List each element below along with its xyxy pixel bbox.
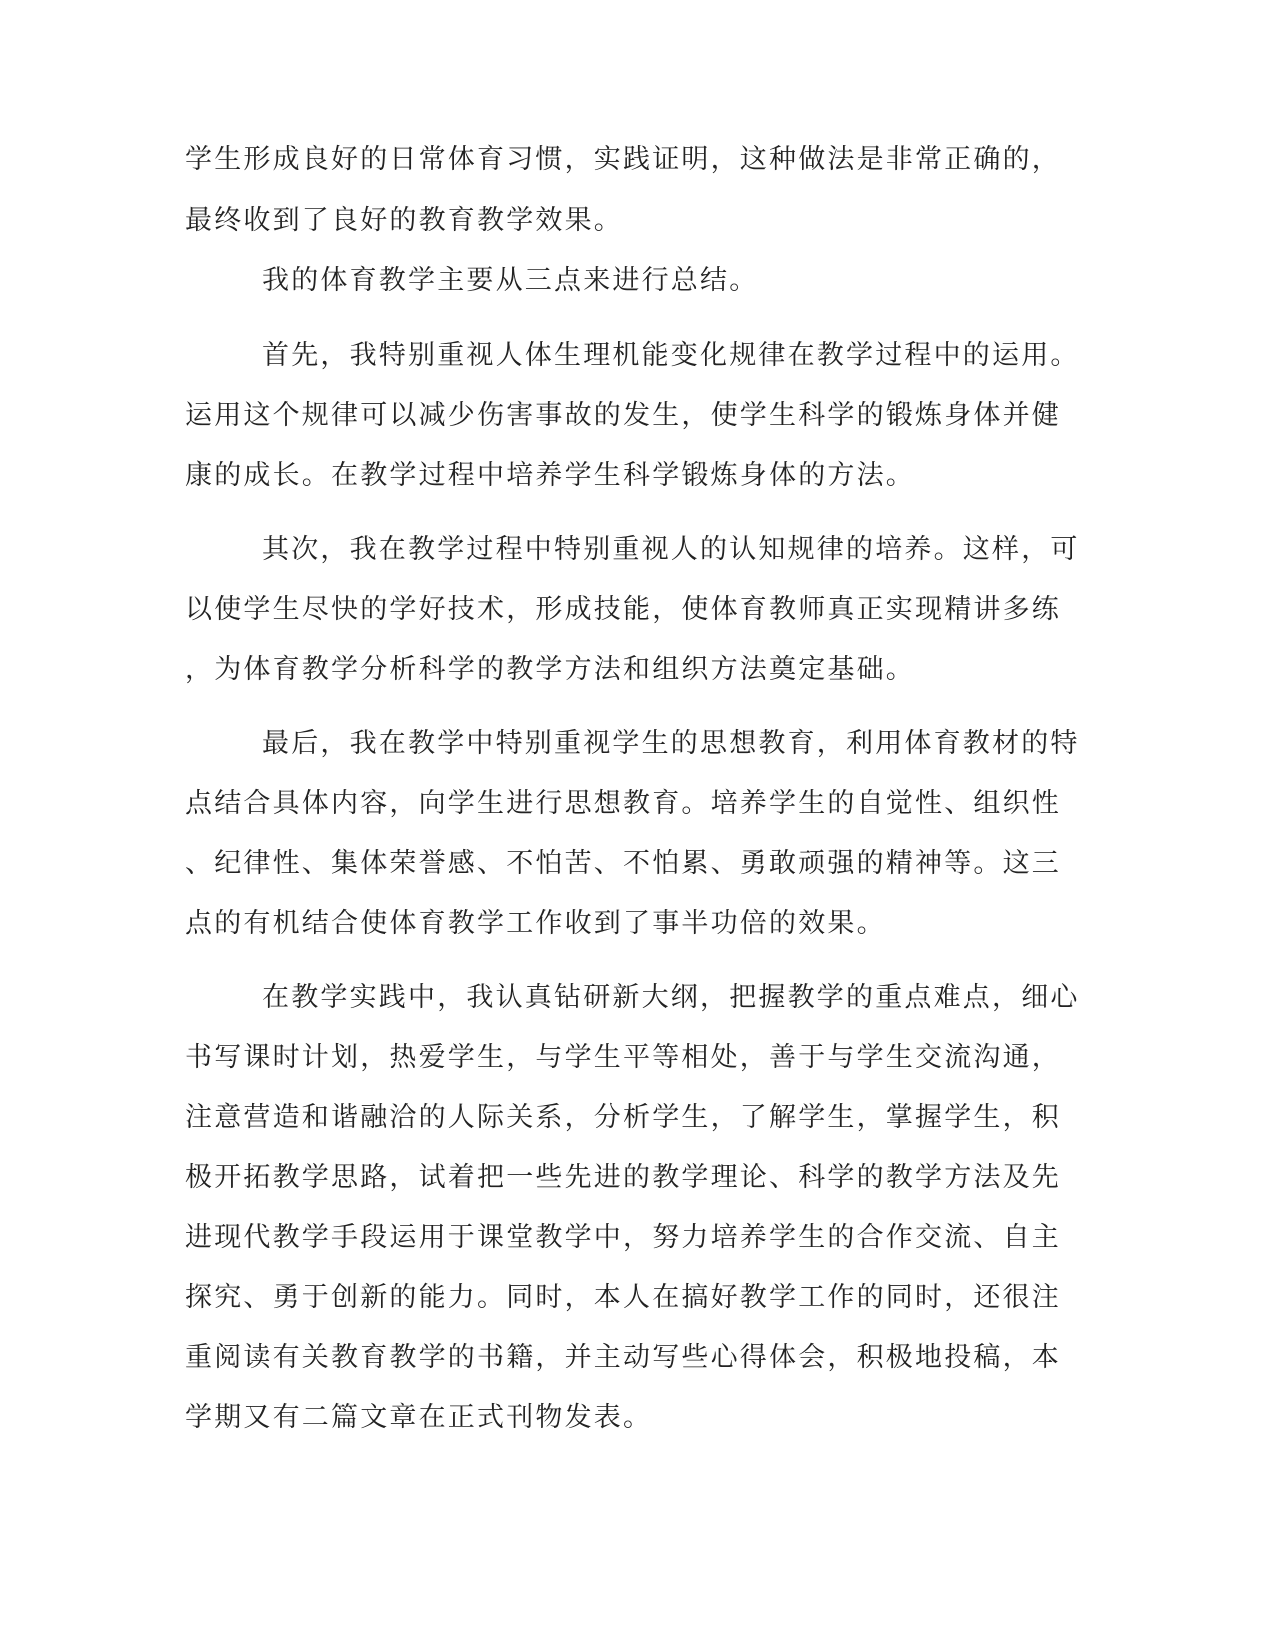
paragraph-line: 康的成长。在教学过程中培养学生科学锻炼身体的方法。 <box>185 460 915 491</box>
paragraph-line: 探究、勇于创新的能力。同时，本人在搞好教学工作的同时，还很注 <box>185 1282 1061 1313</box>
paragraph-line: 其次，我在教学过程中特别重视人的认知规律的培养。这样，可 <box>262 534 1080 565</box>
paragraph-line: 进现代教学手段运用于课堂教学中，努力培养学生的合作交流、自主 <box>185 1222 1061 1253</box>
paragraph-line: 最后，我在教学中特别重视学生的思想教育，利用体育教材的特 <box>262 728 1080 759</box>
paragraph-line: 在教学实践中，我认真钻研新大纲，把握教学的重点难点，细心 <box>262 982 1080 1013</box>
paragraph-line: 学生形成良好的日常体育习惯，实践证明，这种做法是非常正确的， <box>185 144 1061 175</box>
paragraph-line: 点结合具体内容，向学生进行思想教育。培养学生的自觉性、组织性 <box>185 788 1061 819</box>
paragraph-line: 注意营造和谐融洽的人际关系，分析学生，了解学生，掌握学生，积 <box>185 1102 1061 1133</box>
paragraph-line: 书写课时计划，热爱学生，与学生平等相处，善于与学生交流沟通， <box>185 1042 1061 1073</box>
paragraph-line: 我的体育教学主要从三点来进行总结。 <box>262 265 759 296</box>
paragraph-line: 极开拓教学思路，试着把一些先进的教学理论、科学的教学方法及先 <box>185 1162 1061 1193</box>
paragraph-line: 点的有机结合使体育教学工作收到了事半功倍的效果。 <box>185 908 886 939</box>
paragraph-line: 首先，我特别重视人体生理机能变化规律在教学过程中的运用。 <box>262 340 1080 371</box>
paragraph-line: 运用这个规律可以减少伤害事故的发生，使学生科学的锻炼身体并健 <box>185 400 1061 431</box>
paragraph-line: 最终收到了良好的教育教学效果。 <box>185 205 623 236</box>
paragraph-line: 、纪律性、集体荣誉感、不怕苦、不怕累、勇敢顽强的精神等。这三 <box>185 848 1061 879</box>
paragraph-line: 学期又有二篇文章在正式刊物发表。 <box>185 1402 653 1433</box>
paragraph-line: 以使学生尽快的学好技术，形成技能，使体育教师真正实现精讲多练 <box>185 594 1061 625</box>
paragraph-line: 重阅读有关教育教学的书籍，并主动写些心得体会，积极地投稿，本 <box>185 1342 1061 1373</box>
paragraph-line: ，为体育教学分析科学的教学方法和组织方法奠定基础。 <box>185 654 915 685</box>
